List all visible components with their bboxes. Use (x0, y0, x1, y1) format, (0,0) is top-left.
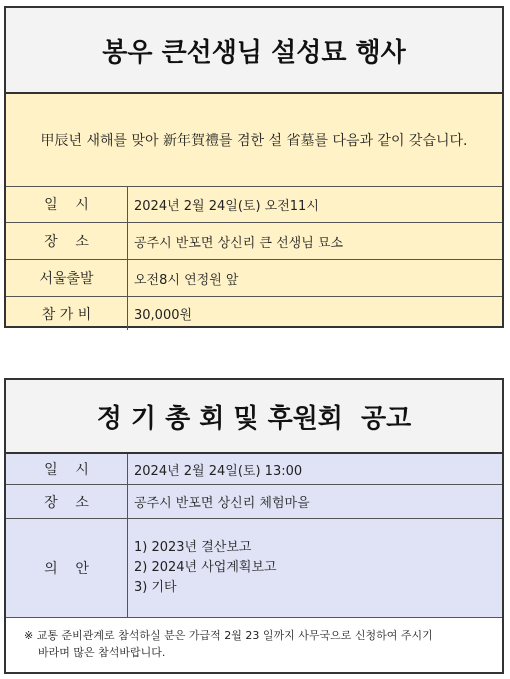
event-intro-text: 甲辰년 새해를 맞아 新年賀禮를 겸한 설 省墓를 다음과 같이 갖습니다. (40, 133, 468, 149)
event-row-label: 장 소 (6, 223, 128, 259)
meeting-note-line: ※ 교통 준비관계로 참석하실 분은 가급적 2월 23 일까지 사무국으로 신청하여 주시기 (24, 629, 433, 642)
event-row-value: 공주시 반포면 상신리 큰 선생님 묘소 (134, 235, 344, 251)
meeting-row-label: 장 소 (6, 485, 128, 518)
event-notice (4, 6, 504, 328)
meeting-agenda-list (128, 519, 502, 617)
meeting-row-agenda (6, 519, 502, 618)
meeting-note (6, 618, 502, 672)
event-row-value: 2024년 2월 24일(토) 오전11시 (134, 198, 319, 214)
event-row-label: 참 가 비 (6, 297, 128, 330)
meeting-row-date (6, 454, 502, 485)
agenda-item: 3) 기타 (134, 580, 177, 595)
agenda-item: 2) 2024년 사업계획보고 (134, 560, 277, 575)
agenda-item: 1) 2023년 결산보고 (134, 540, 252, 555)
meeting-notice (4, 378, 504, 674)
event-row-value: 30,000원 (134, 308, 193, 323)
event-row-place (6, 223, 502, 260)
meeting-agenda-label: 의 안 (6, 519, 128, 617)
meeting-row-place (6, 485, 502, 519)
event-row-label: 일 시 (6, 186, 128, 222)
event-row-value: 오전8시 연정원 앞 (134, 272, 239, 288)
event-row-label: 서울출발 (6, 260, 128, 296)
event-row-date (6, 186, 502, 223)
meeting-title (6, 380, 502, 454)
event-title-text: 봉우 큰선생님 설성묘 행사 (102, 37, 406, 68)
event-title (6, 8, 502, 94)
meeting-title-text: 정 기 총 회 및 후원회 공고 (96, 403, 412, 434)
meeting-row-value: 2024년 2월 24일(토) 13:00 (134, 463, 303, 479)
event-intro (6, 94, 502, 187)
meeting-body (6, 454, 502, 618)
event-body (6, 94, 502, 326)
meeting-note-line: 바라며 많은 참석바랍니다. (38, 646, 166, 659)
meeting-row-label: 일 시 (6, 454, 128, 484)
event-row-fee (6, 297, 502, 330)
meeting-row-value: 공주시 반포면 상신리 체험마을 (134, 496, 310, 511)
event-row-departure (6, 260, 502, 297)
